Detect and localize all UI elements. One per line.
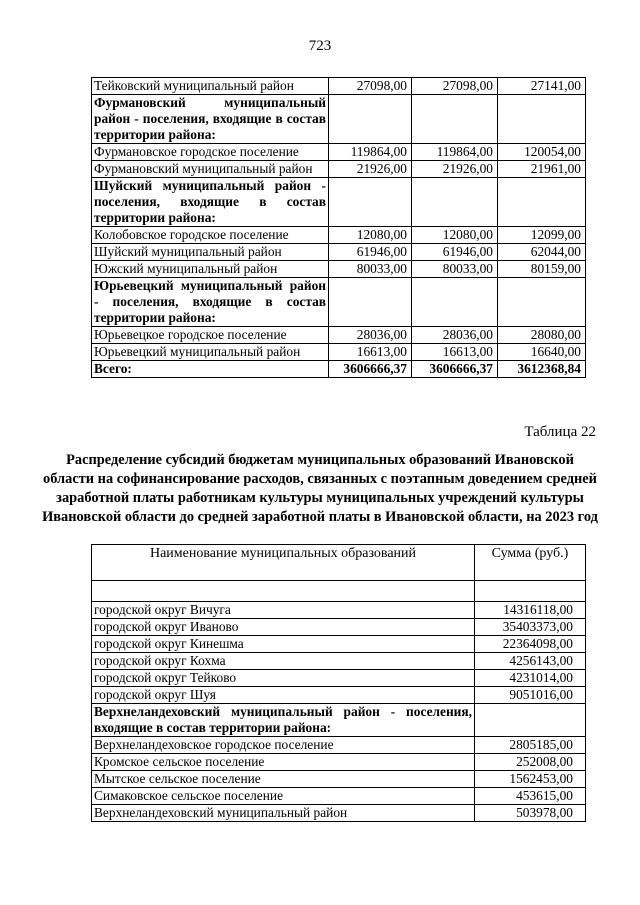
- row-value-3-cell: 80159,00: [498, 261, 586, 278]
- row-value-1-cell: [329, 178, 412, 227]
- table-row: [92, 704, 586, 737]
- row-name-cell: Верхнеландеховский муниципальный район: [92, 805, 475, 822]
- row-value-2-cell: 119864,00: [412, 144, 498, 161]
- table-row: [92, 737, 586, 754]
- row-value-1-cell: [329, 95, 412, 144]
- table-row: [92, 78, 586, 95]
- row-name-cell: Верхнеландеховский муниципальный район - поселения, входящие в состав территории района:: [92, 704, 475, 737]
- row-value-3-cell: 16640,00: [498, 344, 586, 361]
- table-22: [91, 544, 586, 822]
- row-name-cell: Симаковское сельское поселение: [92, 788, 475, 805]
- row-value-3-cell: 27141,00: [498, 78, 586, 95]
- row-name-cell: Тейковский муниципальный район: [92, 78, 329, 95]
- table-row: [92, 261, 586, 278]
- row-value-1-cell: [329, 278, 412, 327]
- row-value-2-cell: [412, 178, 498, 227]
- row-value-3-cell: 21961,00: [498, 161, 586, 178]
- table-row: [92, 687, 586, 704]
- row-name-cell: городской округ Шуя: [92, 687, 475, 704]
- table-row: [92, 327, 586, 344]
- row-value-3-cell: 12099,00: [498, 227, 586, 244]
- row-name-cell: городской округ Тейково: [92, 670, 475, 687]
- row-name-cell: городской округ Вичуга: [92, 602, 475, 619]
- table-heading: Распределение субсидий бюджетам муниципальных образований Ивановской области на софинансирование расходов, связанных с поэтапным доведением средней заработной платы работникам культуры муниципальных учреждений культуры Ивановской области до средней заработной платы в Ивановской области, на 2023 год: [42, 452, 598, 525]
- row-value-2-cell: 61946,00: [412, 244, 498, 261]
- row-value-1-cell: 61946,00: [329, 244, 412, 261]
- row-value-1-cell: 80033,00: [329, 261, 412, 278]
- row-value-2-cell: 21926,00: [412, 161, 498, 178]
- row-value-2-cell: 27098,00: [412, 78, 498, 95]
- table-row: [92, 244, 586, 261]
- table-row: [92, 771, 586, 788]
- header-sum: Сумма (руб.): [475, 545, 586, 581]
- table-row: [92, 788, 586, 805]
- row-name-cell: Кромское сельское поселение: [92, 754, 475, 771]
- row-name-cell: Фурмановский муниципальный район: [92, 161, 329, 178]
- table-row: [92, 653, 586, 670]
- row-value-1-cell: 28036,00: [329, 327, 412, 344]
- table-row: [92, 178, 586, 227]
- table-row: [92, 278, 586, 327]
- table-label: Таблица 22: [524, 424, 596, 440]
- row-value-2-cell: 12080,00: [412, 227, 498, 244]
- row-value-1-cell: 16613,00: [329, 344, 412, 361]
- spacer-cell-sum: [475, 581, 586, 602]
- row-value-1-cell: 27098,00: [329, 78, 412, 95]
- row-name-cell: Верхнеландеховское городское поселение: [92, 737, 475, 754]
- row-value-2-cell: [412, 278, 498, 327]
- row-sum-cell: 453615,00: [475, 788, 586, 805]
- row-name-cell: Мытское сельское поселение: [92, 771, 475, 788]
- row-sum-cell: 4256143,00: [475, 653, 586, 670]
- table-22-body: [92, 581, 586, 822]
- row-value-2-cell: 80033,00: [412, 261, 498, 278]
- row-sum-cell: [475, 704, 586, 737]
- row-sum-cell: 2805185,00: [475, 737, 586, 754]
- row-value-3-cell: 62044,00: [498, 244, 586, 261]
- row-value-3-cell: [498, 178, 586, 227]
- row-name-cell: Южский муниципальный район: [92, 261, 329, 278]
- table-row: [92, 344, 586, 361]
- row-name-cell: Шуйский муниципальный район: [92, 244, 329, 261]
- table-row: [92, 144, 586, 161]
- row-sum-cell: 14316118,00: [475, 602, 586, 619]
- row-name-cell: Юрьевецкий муниципальный район - поселения, входящие в состав территории района:: [92, 278, 329, 327]
- spacer-cell-name: [92, 581, 475, 602]
- continued-subsidy-table-body: [92, 78, 586, 378]
- row-value-3-cell: [498, 278, 586, 327]
- row-value-1-cell: 21926,00: [329, 161, 412, 178]
- table-header-row: [92, 545, 586, 581]
- row-value-1-cell: 119864,00: [329, 144, 412, 161]
- continued-subsidy-table: [91, 77, 586, 378]
- row-value-3-cell: 28080,00: [498, 327, 586, 344]
- row-value-1-cell: 3606666,37: [329, 361, 412, 378]
- row-sum-cell: 9051016,00: [475, 687, 586, 704]
- row-sum-cell: 252008,00: [475, 754, 586, 771]
- header-name: Наименование муниципальных образований: [92, 545, 475, 581]
- row-value-2-cell: 3606666,37: [412, 361, 498, 378]
- row-name-cell: Колобовское городское поселение: [92, 227, 329, 244]
- row-sum-cell: 503978,00: [475, 805, 586, 822]
- row-name-cell: Шуйский муниципальный район - поселения, входящие в состав территории района:: [92, 178, 329, 227]
- table-row: [92, 227, 586, 244]
- table-row: [92, 602, 586, 619]
- table-row: [92, 361, 586, 378]
- table-row: [92, 161, 586, 178]
- row-value-3-cell: [498, 95, 586, 144]
- row-name-cell: Фурмановское городское поселение: [92, 144, 329, 161]
- row-name-cell: городской округ Кинешма: [92, 636, 475, 653]
- row-name-cell: Фурмановский муниципальный район - поселения, входящие в состав территории района:: [92, 95, 329, 144]
- row-name-cell: Юрьевецкий муниципальный район: [92, 344, 329, 361]
- row-name-cell: Всего:: [92, 361, 329, 378]
- row-name-cell: Юрьевецкое городское поселение: [92, 327, 329, 344]
- table-row: [92, 619, 586, 636]
- row-name-cell: городской округ Иваново: [92, 619, 475, 636]
- row-value-2-cell: [412, 95, 498, 144]
- table-row: [92, 636, 586, 653]
- row-sum-cell: 1562453,00: [475, 771, 586, 788]
- row-value-1-cell: 12080,00: [329, 227, 412, 244]
- table-row: [92, 95, 586, 144]
- row-name-cell: городской округ Кохма: [92, 653, 475, 670]
- page-number: 723: [308, 38, 332, 54]
- row-sum-cell: 22364098,00: [475, 636, 586, 653]
- row-value-3-cell: 3612368,84: [498, 361, 586, 378]
- row-value-2-cell: 28036,00: [412, 327, 498, 344]
- row-value-3-cell: 120054,00: [498, 144, 586, 161]
- table-row: [92, 754, 586, 771]
- table-spacer-row: [92, 581, 586, 602]
- table-row: [92, 805, 586, 822]
- row-sum-cell: 35403373,00: [475, 619, 586, 636]
- table-row: [92, 670, 586, 687]
- row-value-2-cell: 16613,00: [412, 344, 498, 361]
- row-sum-cell: 4231014,00: [475, 670, 586, 687]
